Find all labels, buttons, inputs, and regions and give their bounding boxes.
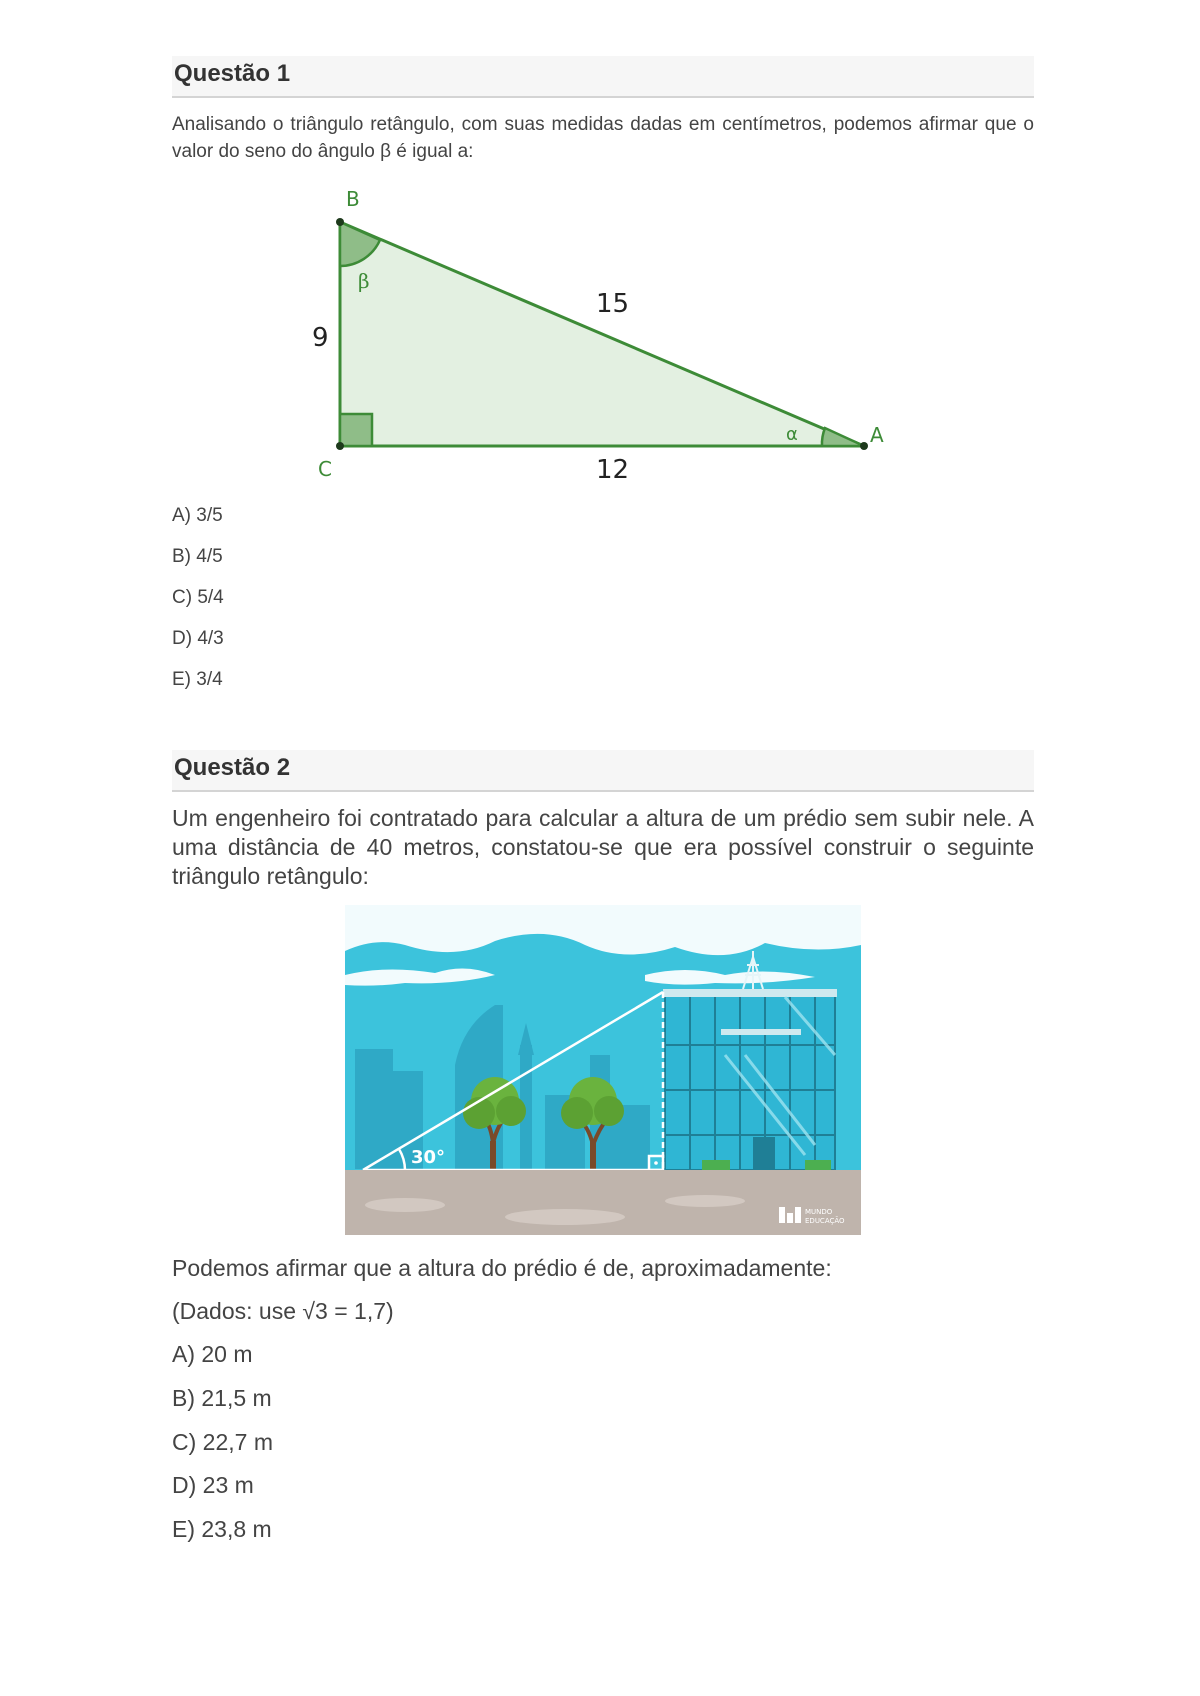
right-angle-dot bbox=[654, 1161, 658, 1165]
vertex-b-point bbox=[336, 218, 344, 226]
angle-alpha-arc bbox=[822, 428, 864, 446]
right-triangle-figure bbox=[300, 186, 910, 486]
q2-option-a: A) 20 m bbox=[172, 1341, 253, 1367]
question-2-title: Questão 2 bbox=[172, 750, 1034, 792]
q2-option-c: C) 22,7 m bbox=[172, 1429, 273, 1455]
question-1-title: Questão 1 bbox=[172, 56, 1034, 98]
q1-option-e: E) 3/4 bbox=[172, 669, 223, 690]
question-2-statement: Um engenheiro foi contratado para calcular a altura de um prédio sem subir nele. A uma distância de 40 metros, constatou-se que era possível construir o seguinte triângulo retângulo: bbox=[172, 805, 1034, 889]
logo-text-top: MUNDO bbox=[805, 1208, 833, 1216]
angle-beta-label: β bbox=[358, 269, 370, 293]
vertex-c-label: C bbox=[318, 457, 332, 481]
logo-text-bottom: EDUCAÇÃO bbox=[805, 1217, 845, 1225]
q2-option-e: E) 23,8 m bbox=[172, 1516, 272, 1542]
vertex-a-label: A bbox=[870, 423, 884, 447]
vertex-a-point bbox=[860, 442, 868, 450]
vertex-c-point bbox=[336, 442, 344, 450]
q1-option-b: B) 4/5 bbox=[172, 546, 223, 567]
q1-option-a: A) 3/5 bbox=[172, 505, 223, 526]
right-angle-marker bbox=[340, 414, 372, 446]
side-ab-label: 15 bbox=[596, 289, 630, 319]
glass-building bbox=[663, 989, 837, 1170]
q1-option-d: D) 4/3 bbox=[172, 628, 224, 649]
question-2-question: Podemos afirmar que a altura do prédio é de, aproximadamente: bbox=[172, 1255, 832, 1281]
vertex-b-label: B bbox=[346, 187, 360, 211]
angle-30-label: 30° bbox=[411, 1147, 446, 1168]
question-2-hint: (Dados: use √3 = 1,7) bbox=[172, 1298, 394, 1324]
side-bc-label: 9 bbox=[312, 323, 329, 353]
angle-alpha-label: α bbox=[786, 424, 798, 445]
building-illustration bbox=[345, 905, 861, 1235]
question-1-statement: Analisando o triângulo retângulo, com suas medidas dadas em centímetros, podemos afirmar que o valor do seno do ângulo β é igual a: bbox=[172, 114, 1034, 162]
q2-option-b: B) 21,5 m bbox=[172, 1385, 272, 1411]
side-ca-label: 12 bbox=[596, 455, 630, 485]
q2-option-d: D) 23 m bbox=[172, 1472, 254, 1498]
q1-option-c: C) 5/4 bbox=[172, 587, 224, 608]
triangle-shape bbox=[340, 222, 864, 446]
